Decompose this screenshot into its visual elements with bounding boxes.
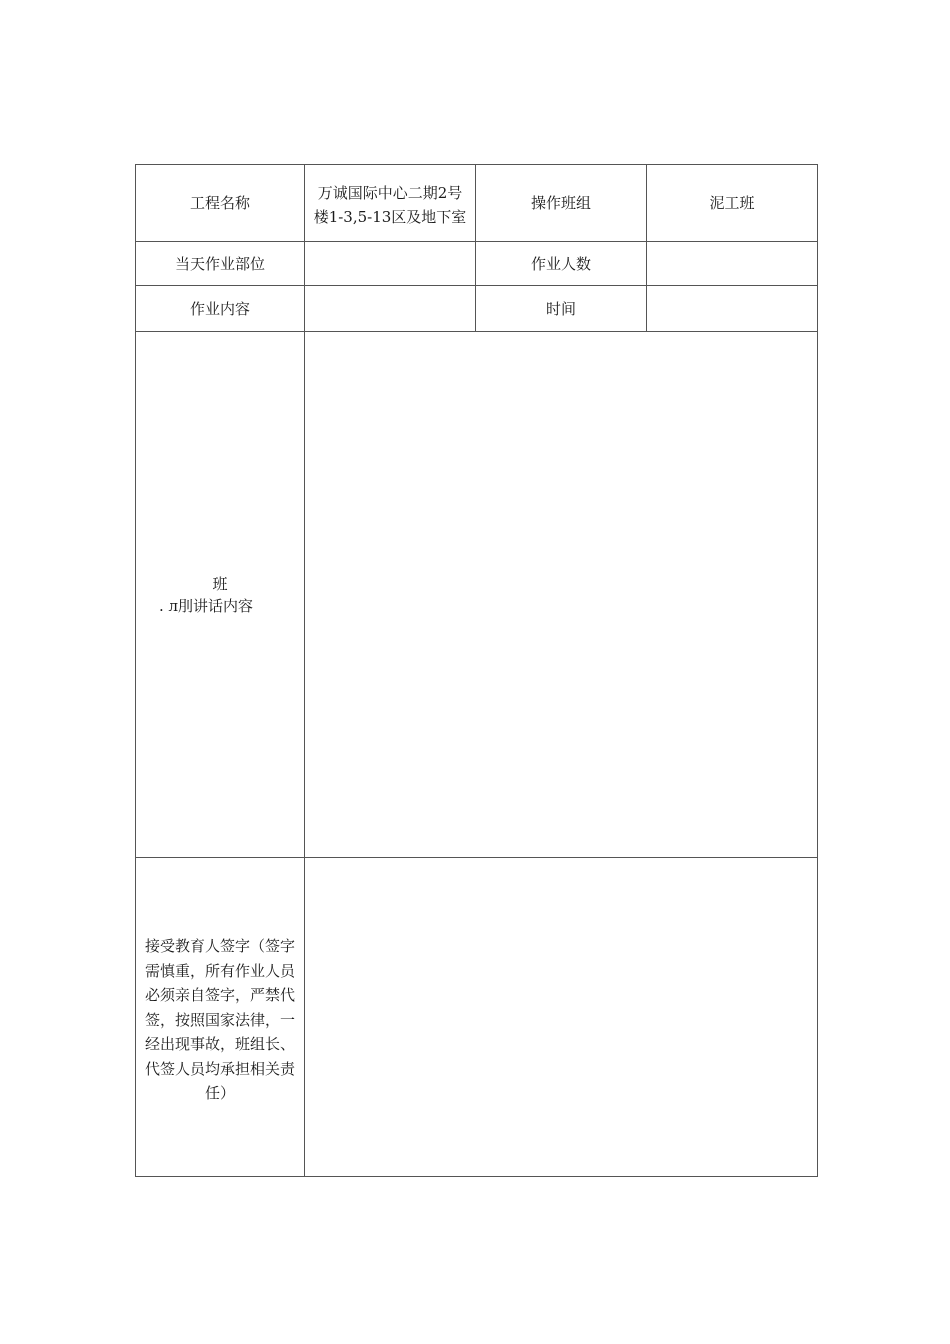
table-row: [136, 332, 818, 858]
worker-count-field[interactable]: [647, 242, 818, 286]
time-label: 时间: [476, 286, 647, 332]
briefing-content-field[interactable]: [305, 332, 818, 858]
signature-label-cell: [136, 858, 305, 1177]
worker-count-label: 作业人数: [476, 242, 647, 286]
signature-label: 接受教育人签字（签字需慎重，所有作业人员必须亲自签字，严禁代签，按照国家法律，一经出现事故，班组长、代签人员均承担相关责任）: [144, 937, 295, 1103]
team-value: 泥工班: [647, 165, 818, 242]
signature-field[interactable]: [305, 858, 818, 1177]
table-row: [136, 286, 818, 332]
team-label: 操作班组: [476, 165, 647, 242]
pre-shift-briefing-form: [135, 164, 818, 1177]
work-location-label: 当天作业部位: [136, 242, 305, 286]
work-content-field[interactable]: [305, 286, 476, 332]
table-row: [136, 242, 818, 286]
time-field[interactable]: [647, 286, 818, 332]
briefing-label-line-1: 班: [212, 574, 228, 593]
project-name-value: 万诚国际中心二期2号楼1-3,5-13区及地下室: [313, 184, 467, 226]
work-location-field[interactable]: [305, 242, 476, 286]
table-row: [136, 165, 818, 242]
table-row: [136, 858, 818, 1177]
briefing-content-label-cell: [136, 332, 305, 858]
briefing-label-line-2: . л刖讲话内容: [158, 596, 254, 615]
project-name-label: 工程名称: [136, 165, 305, 242]
briefing-content-label: [142, 573, 298, 617]
work-content-label: 作业内容: [136, 286, 305, 332]
project-name-cell: [305, 165, 476, 242]
